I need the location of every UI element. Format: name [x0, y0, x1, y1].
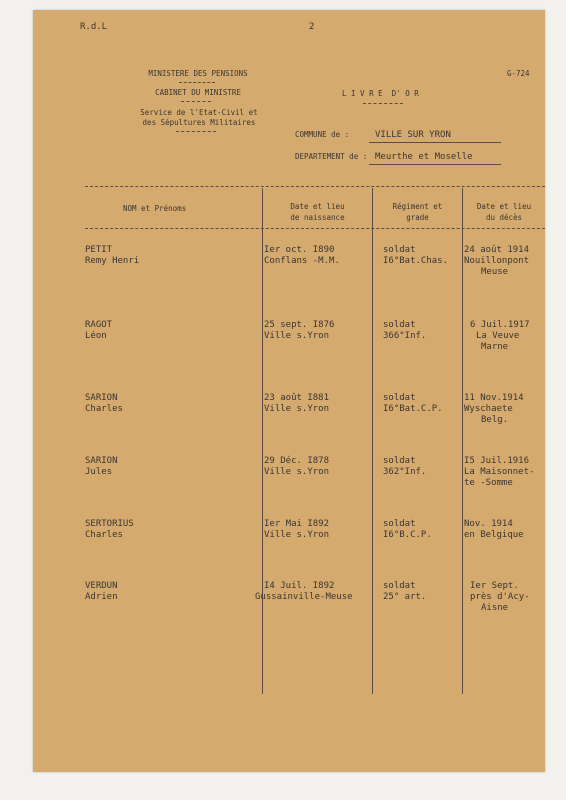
row-surname: RAGOT: [85, 320, 113, 330]
row-regiment: 366°Inf.: [383, 331, 427, 341]
service-separator: [176, 131, 216, 132]
reference-number: G-724: [507, 69, 530, 78]
ministry-name: MINISTERE DES PENSIONS: [148, 69, 248, 78]
row-death-region: te -Somme: [464, 478, 513, 488]
row-given-names: Adrien: [85, 592, 118, 602]
departement-value: Meurthe et Moselle: [375, 152, 473, 162]
row-death-place: Wyschaete: [464, 404, 513, 414]
row-given-names: Remy Henri: [85, 256, 140, 266]
page-number: 2: [309, 22, 315, 32]
table-header-rule: [85, 228, 545, 229]
row-grade: soldat: [383, 581, 416, 591]
row-grade: soldat: [383, 393, 416, 403]
row-birth-date: Ier oct. I890: [264, 245, 335, 255]
departement-label: DEPARTEMENT de :: [295, 152, 368, 161]
column-divider-death: [462, 188, 463, 694]
ministry-separator: [179, 82, 215, 83]
row-birth-place: Ville s.Yron: [264, 331, 330, 341]
book-title-separator: [363, 103, 403, 104]
row-birth-date: 25 sept. I876: [264, 320, 335, 330]
row-birth-place: Ville s.Yron: [264, 530, 330, 540]
departement-underline: [369, 164, 501, 165]
document-page: [33, 10, 545, 772]
row-death-date: Nov. 1914: [464, 519, 513, 529]
row-birth-place: Ville s.Yron: [264, 467, 330, 477]
row-death-place: La Veuve: [476, 331, 520, 341]
row-death-date: 6 Juil.1917: [470, 320, 530, 330]
row-death-region: Meuse: [481, 267, 509, 277]
row-birth-place: Conflans -M.M.: [264, 256, 340, 266]
top-left-initials: R.d.L: [80, 22, 108, 32]
row-death-date: 24 août 1914: [464, 245, 530, 255]
row-death-region: Marne: [481, 342, 509, 352]
row-death-place: La Maisonnet-: [464, 467, 535, 477]
book-title: L I V R E D' O R: [342, 89, 419, 98]
service-line2: des Sépultures Militaires: [142, 118, 256, 127]
header-regiment-line1: Régiment et: [392, 202, 443, 211]
row-surname: SARION: [85, 393, 118, 403]
row-surname: PETIT: [85, 245, 113, 255]
row-death-place: Nouillonpont: [464, 256, 530, 266]
row-birth-place: Gussainville-Meuse: [255, 592, 353, 602]
table-top-rule: [85, 186, 545, 187]
row-birth-date: Ier Mai I892: [264, 519, 330, 529]
row-surname: VERDUN: [85, 581, 118, 591]
cabinet-name: CABINET DU MINISTRE: [155, 88, 241, 97]
row-death-date: 11 Nov.1914: [464, 393, 524, 403]
header-regiment-line2: grade: [406, 213, 429, 222]
cabinet-separator: [181, 101, 211, 102]
column-divider-regiment: [372, 188, 373, 694]
row-death-region: Belg.: [481, 415, 509, 425]
header-name: NOM et Prénoms: [123, 204, 187, 213]
row-surname: SARION: [85, 456, 118, 466]
service-line1: Service de l'Etat-Civil et: [140, 108, 258, 117]
row-death-date: I5 Juil.1916: [464, 456, 530, 466]
row-birth-date: 29 Déc. I878: [264, 456, 330, 466]
row-death-date: Ier Sept.: [470, 581, 519, 591]
row-birth-date: 23 août I881: [264, 393, 330, 403]
row-regiment: 362°Inf.: [383, 467, 427, 477]
row-birth-place: Ville s.Yron: [264, 404, 330, 414]
row-surname: SERTORIUS: [85, 519, 134, 529]
row-grade: soldat: [383, 456, 416, 466]
row-death-region: Aisne: [481, 603, 509, 613]
header-death-line2: du décès: [485, 213, 523, 222]
header-death-line1: Date et lieu: [476, 202, 532, 211]
row-death-place: près d'Acy-: [470, 592, 530, 602]
commune-label: COMMUNE de :: [295, 130, 350, 139]
row-regiment: I6°Bat.Chas.: [383, 256, 449, 266]
row-grade: soldat: [383, 519, 416, 529]
row-given-names: Jules: [85, 467, 113, 477]
row-regiment: 25° art.: [383, 592, 427, 602]
row-given-names: Charles: [85, 404, 123, 414]
row-birth-date: I4 Juil. I892: [264, 581, 335, 591]
row-grade: soldat: [383, 245, 416, 255]
commune-underline: [369, 142, 501, 143]
row-death-place: en Belgique: [464, 530, 524, 540]
row-regiment: I6°B.C.P.: [383, 530, 432, 540]
row-given-names: Léon: [85, 331, 107, 341]
row-regiment: I6°Bat.C.P.: [383, 404, 443, 414]
header-birth-line2: de naissance: [290, 213, 345, 222]
header-birth-line1: Date et lieu: [290, 202, 345, 211]
column-divider-birth: [262, 188, 263, 694]
commune-value: VILLE SUR YRON: [375, 130, 451, 140]
row-given-names: Charles: [85, 530, 123, 540]
row-grade: soldat: [383, 320, 416, 330]
